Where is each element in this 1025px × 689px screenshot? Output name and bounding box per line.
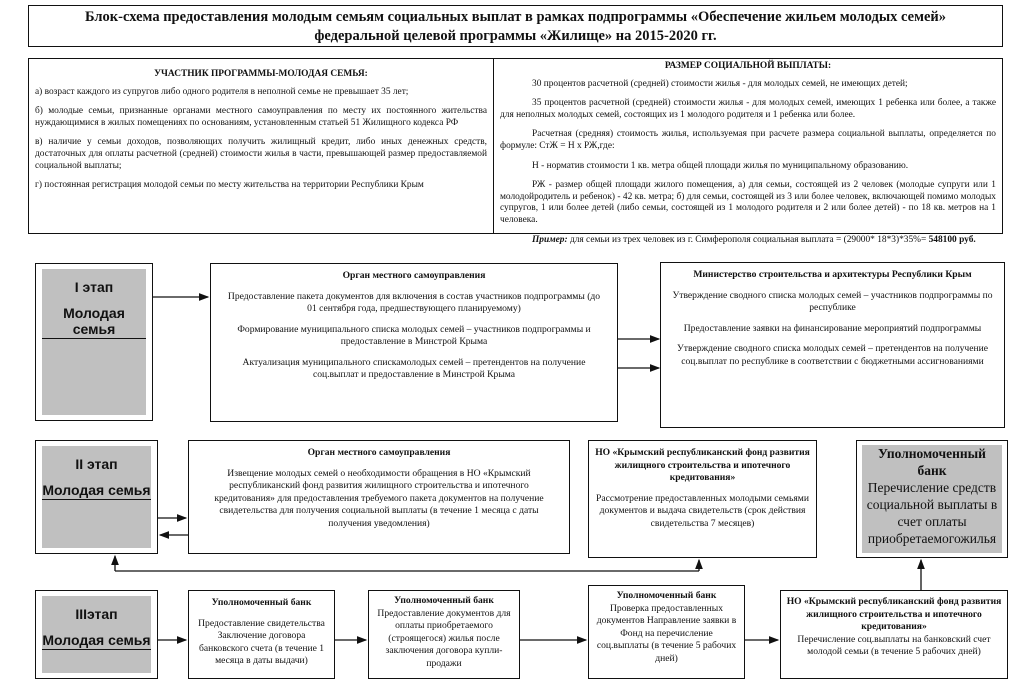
box-heading: Уполномоченный банк [878,446,986,478]
participant-heading: УЧАСТНИК ПРОГРАММЫ-МОЛОДАЯ СЕМЬЯ: [154,69,368,79]
box-heading: Министерство строительства и архитектуры Республики Крым [693,269,972,280]
stage-family: Молодая семья [42,305,146,339]
box-step: Предоставление заявки на финансирование мероприятий подпрограммы [683,322,982,334]
box-step: Актуализация муниципального спискамолодых семей – претендентов на получение соц.выплат и предоставление в Минстрой Крыма [242,356,586,380]
stage-family: Молодая семья [42,482,151,498]
box-text: Извещение молодых семей о необходимости обращения в НО «Крымский республиканский фонд развития жилищного строительства и ипотечного кредитования» для предоставления требуемого пакета документов на получение свидетельства для получения социальной выплаты (в течение 1 месяца с даты получения уведомления) [214,467,544,529]
box-step: Утверждение сводного списка молодых семей – участников подпрограммы по республике [672,289,993,313]
criterion: б) молодые семьи, признанные органами местного самоуправления по месту их постоянного жительства нуждающимися в жилых помещениях по основаниям, установленным статьей 51 Жилищного кодекса РФ [35,106,487,128]
box-step: Утверждение сводного списка молодых семей – претендентов на получение соц.выплат по республике в соответствии с бюджетными ассигнованиями [677,343,988,367]
box-heading: Орган местного самоуправления [307,447,451,458]
box-text: Перечисление соц.выплаты на банковский счет молодой семьи (в течение 5 рабочих дней) [797,633,991,657]
title-line-2: федеральной целевой программы «Жилище» на 2015-2020 гг. [314,28,717,44]
criterion: в) наличие у семьи доходов, позволяющих получить жилищный кредит, либо иных денежных средств, достаточных для оплаты расчетной (средней) стоимости жилья в части, превышающей размер предоставляемой социальной выплаты; [35,137,487,171]
payment-heading: РАЗМЕР СОЦИАЛЬНОЙ ВЫПЛАТЫ: [664,61,832,71]
box-text: Рассмотрение предоставленных молодыми семьями документов и выдача свидетельств (срок действия свидетельства 7 месяцев) [596,492,809,529]
payment-text: РЖ - размер общей площади жилого помещения, а) для семьи, состоящей из 2 человек (молодые супруги или 1 молодойродитель и ребенок) - 42 кв. метра; б) для семьи, состоящей из 3 или более человек, включающей помимо молодых супругов, 1 или более детей (либо семьи, состоящей из 1 молодого родителя и 2 или более детей) - по 18 кв. метров на 1 человека. [500,180,996,225]
box-heading: НО «Крымский республиканский фонд развития жилищного строительства и ипотечного кредитования» [595,447,810,483]
payment-text: Расчетная (средняя) стоимость жилья, используемая при расчете размера социальной выплаты, определяется по формуле: СтЖ = Н х РЖ,где: [500,129,996,151]
box-text: Предоставление свидетельства Заключение договора банковского счета (в течение 1 месяца в даты выдачи) [198,617,325,666]
box-heading: Уполномоченный банк [211,597,312,608]
box-heading: Уполномоченный банк [394,595,494,606]
example-text: для семьи из трех человек из г. Симферополя социальная выплата = (29000* 18*3)*35%= [567,234,927,245]
criterion: г) постоянная регистрация молодой семьи по месту жительства на территории Республики Крым [35,180,424,191]
stage-label: II этап [75,456,118,472]
payment-text: Н - норматив стоимости 1 кв. метра общей площади жилья по муниципальному образованию. [532,160,909,171]
box-step: Формирование муниципального списка молодых семей – участников подпрограммы и предоставление в Минстрой Крыма [237,323,591,347]
criterion: а) возраст каждого из супругов либо одного родителя в неполной семье не превышает 35 лет; [35,86,409,97]
payment-text: 30 процентов расчетной (средней) стоимости жилья - для молодых семей, не имеющих детей; [532,78,908,89]
title-line-1: Блок-схема предоставления молодым семьям социальных выплат в рамках подпрограммы «Обеспечение жильем молодых семей» [85,9,946,25]
example-result: 548100 руб. [926,234,976,245]
stage-family: Молодая семья [42,632,151,648]
box-heading: Орган местного самоуправления [342,270,486,281]
box-step: Предоставление пакета документов для включения в состав участников подпрограммы (до 01 сентября года, предшествующего планируемому) [227,290,601,314]
box-text: Перечисление средств социальной выплаты в счет оплаты приобретаемогожилья [866,480,998,546]
example-label: Пример: [532,234,568,245]
stage-label: I этап [74,279,114,295]
box-text: Проверка предоставленных документов Направление заявки в Фонд на перечисление соц.выплаты (в течение 5 рабочих дней) [596,602,737,664]
box-heading: Уполномоченный банк [616,590,717,601]
payment-text: 35 процентов расчетной (средней) стоимости жилья - для молодых семей, имеющих 1 ребенка или более, а также для неполных молодых семей, состоящих из 1 молодого родителя и 1 ребенка или более. [500,98,996,120]
box-text: Предоставление документов для оплаты приобретаемого (строящегося) жилья после заключения договора купли-продажи [377,607,511,669]
box-heading: НО «Крымский республиканский фонд развития жилищного строительства и ипотечного кредитования» [786,596,1002,632]
stage-label: IIIэтап [75,606,118,622]
